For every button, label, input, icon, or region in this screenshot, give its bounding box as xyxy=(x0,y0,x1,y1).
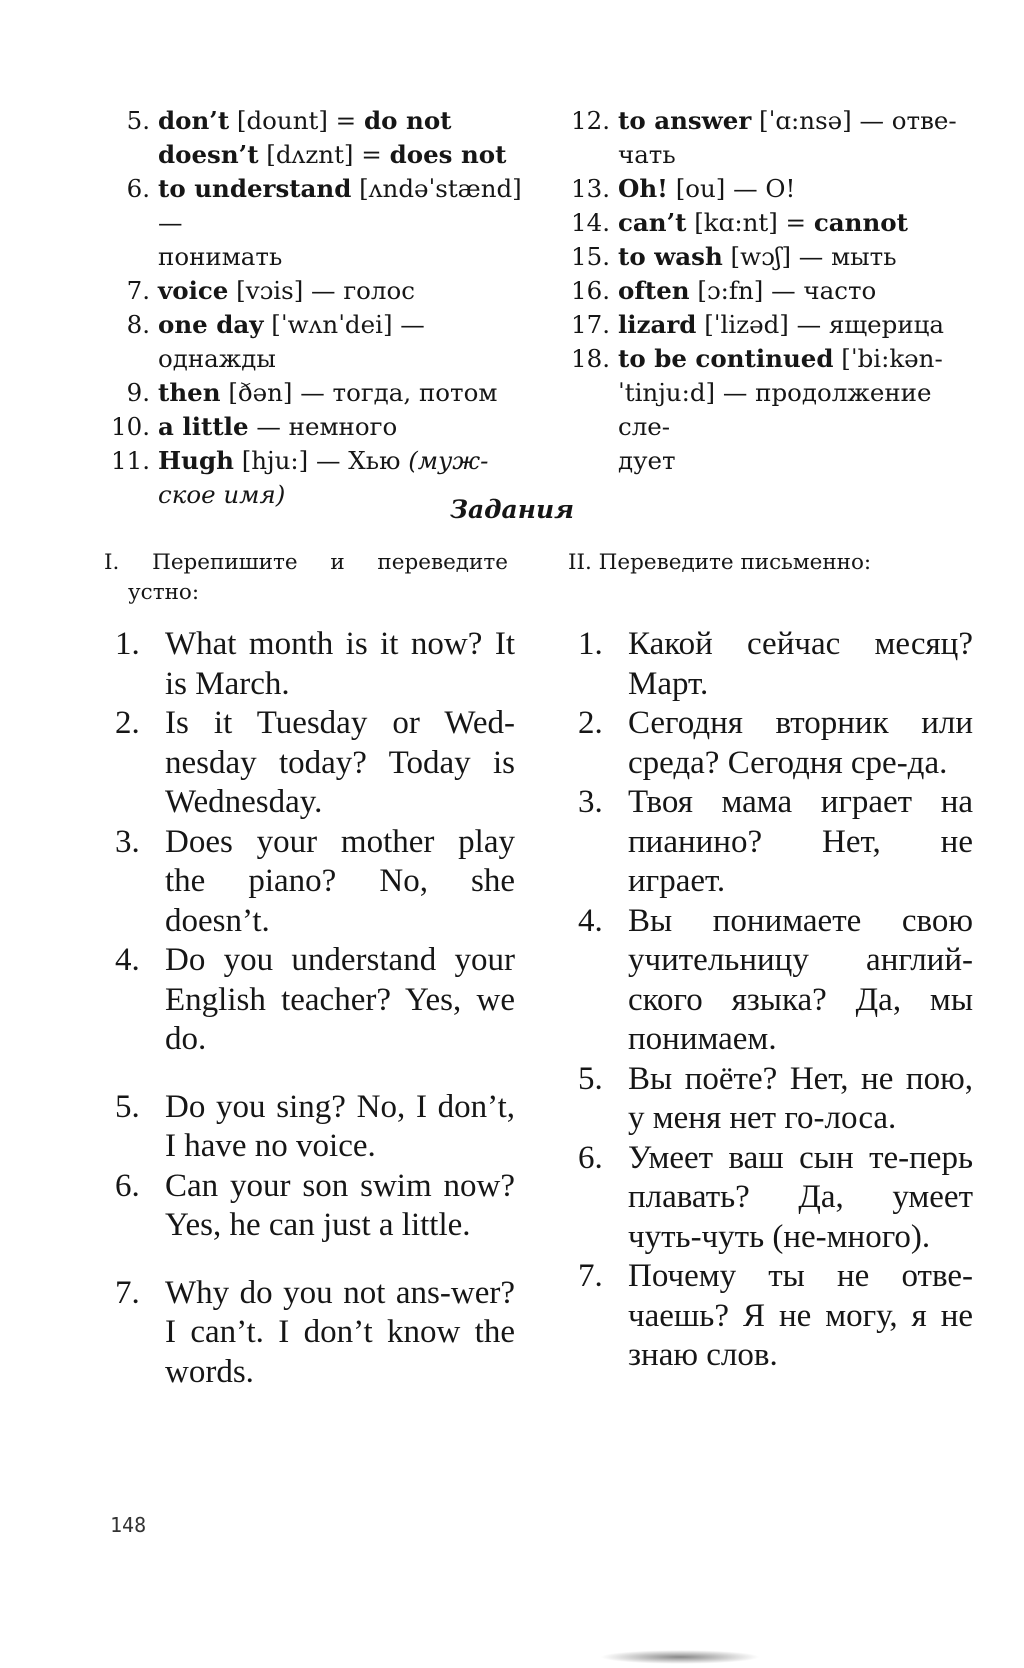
exercise-item xyxy=(578,625,973,704)
exercise-item xyxy=(578,1139,973,1258)
exercise-item-text: Does your mother play the piano? No, she doesn’t. xyxy=(165,823,515,939)
vocabulary-left-column xyxy=(100,104,540,512)
vocab-entry-text: a little — немного xyxy=(158,412,398,441)
exercise-item xyxy=(578,783,973,902)
exercise-item xyxy=(578,1257,973,1376)
vocab-entry-number: 6. xyxy=(126,174,150,203)
exercise-item xyxy=(115,1274,515,1393)
exercise-item-number: 3. xyxy=(578,784,603,820)
english-sentences-column xyxy=(115,625,515,1392)
vocab-entry-text: Hugh [hju:] — Хью (муж- ское имя) xyxy=(158,446,489,509)
exercise-item xyxy=(115,823,515,942)
exercise-item-number: 3. xyxy=(115,823,140,860)
exercise-item xyxy=(115,941,515,1060)
exercise-item xyxy=(115,704,515,823)
exercise-item xyxy=(578,704,973,783)
vocab-entry-text: often [ɔ:fn] — часто xyxy=(618,276,877,305)
vocab-entry-number: 17. xyxy=(571,310,610,339)
exercise-item xyxy=(578,1060,973,1139)
vocab-entry xyxy=(100,308,540,376)
vocab-entry xyxy=(560,308,980,342)
vocab-entry xyxy=(560,172,980,206)
vocab-entry-text: then [ðən] — тогда, потом xyxy=(158,378,498,407)
vocab-entry-text: Oh! [ou] — О! xyxy=(618,174,796,203)
exercise-item-text: Твоя мама играет на пианино? Нет, не играет. xyxy=(628,784,973,899)
task-1-title-line2: устно: xyxy=(128,580,200,605)
exercise-item-number: 1. xyxy=(578,626,603,662)
exercise-item-text: Why do you not ans-wer? I can’t. I don’t know the words. xyxy=(165,1274,515,1390)
exercise-item-text: Сегодня вторник или среда? Сегодня сре-да. xyxy=(628,705,973,781)
exercise-item-number: 2. xyxy=(115,705,140,741)
vocab-entry-number: 10. xyxy=(111,412,150,441)
vocab-entry-text: to be continued [ˈbi:kən- ˈtinju:d] — продолжение сле- дует xyxy=(618,344,943,475)
vocab-entry xyxy=(560,274,980,308)
vocab-entry xyxy=(100,410,540,444)
exercise-item-number: 6. xyxy=(115,1167,140,1204)
exercise-item-text: Почему ты не отве-чаешь? Я не могу, я не знаю слов. xyxy=(628,1258,973,1373)
exercise-item-number: 7. xyxy=(578,1258,603,1294)
exercise-item-number: 5. xyxy=(578,1060,603,1097)
vocab-entry-number: 9. xyxy=(126,378,150,407)
vocab-entry-number: 15. xyxy=(571,242,610,271)
exercise-item-number: 2. xyxy=(578,705,603,741)
vocab-entry xyxy=(560,206,980,240)
exercise-item-number: 4. xyxy=(578,902,603,939)
vocab-entry-number: 18. xyxy=(571,344,610,373)
vocab-entry xyxy=(100,274,540,308)
vocab-entry-number: 14. xyxy=(571,208,610,237)
vocab-entry-text: one day [ˈwʌnˈdei] —однажды xyxy=(158,310,425,373)
vocab-entry-number: 7. xyxy=(126,276,150,305)
vocab-entry xyxy=(560,104,980,172)
vocabulary-right-column xyxy=(560,104,980,478)
exercise-item-number: 1. xyxy=(115,626,140,662)
vocab-entry-number: 12. xyxy=(571,106,610,135)
exercise-item-text: Can your son swim now? Yes, he can just a little. xyxy=(165,1167,515,1243)
exercise-item-text: Какой сейчас месяц? Март. xyxy=(628,626,973,702)
exercise-item-number: 4. xyxy=(115,942,140,978)
task-1-title-line1: I. Перепишите и переведите xyxy=(104,550,508,575)
exercise-item xyxy=(115,625,515,704)
exercise-item-text: Do you sing? No, I don’t, I have no voice. xyxy=(165,1088,515,1164)
exercise-item xyxy=(578,902,973,1060)
exercise-item-text: Вы понимаете свою учительницу англий-ского языка? Да, мы понимаем. xyxy=(628,902,973,1057)
task-1-title xyxy=(104,548,508,608)
exercise-item-number: 5. xyxy=(115,1088,140,1125)
vocab-entry-text: voice [vɔis] — голос xyxy=(158,276,415,305)
vocab-entry-text: can’t [kɑ:nt] = cannot xyxy=(618,208,908,237)
print-smudge xyxy=(600,1650,760,1664)
vocab-entry xyxy=(100,104,540,172)
vocab-entry-number: 13. xyxy=(571,174,610,203)
vocab-entry xyxy=(100,172,540,274)
vocab-entry-text: don’t [dount] = do not doesn’t [dʌznt] = does not xyxy=(158,106,507,169)
section-heading: Задания xyxy=(449,495,575,524)
exercise-item xyxy=(115,1167,515,1246)
exercise-item-number: 6. xyxy=(578,1139,603,1176)
task-2-title: II. Переведите письменно: xyxy=(568,550,872,575)
vocab-entry-number: 16. xyxy=(571,276,610,305)
exercise-item xyxy=(115,1088,515,1167)
vocab-entry-number: 11. xyxy=(111,446,150,475)
vocab-entry-number: 5. xyxy=(126,106,150,135)
russian-sentences-column xyxy=(578,625,973,1376)
vocab-entry-text: lizard [ˈlizəd] — ящерица xyxy=(618,310,945,339)
exercise-item-text: What month is it now? It is March. xyxy=(165,626,515,702)
vocab-entry-text: to wash [wɔʃ] — мыть xyxy=(618,242,897,271)
vocab-entry-text: to understand [ʌndəˈstænd] — понимать xyxy=(158,174,522,271)
vocab-entry xyxy=(100,376,540,410)
vocab-entry xyxy=(560,240,980,274)
vocab-entry-number: 8. xyxy=(126,310,150,339)
exercise-item-text: Умеет ваш сын те-перь плавать? Да, умеет чуть-чуть (не-много). xyxy=(628,1139,973,1255)
exercise-item-text: Is it Tuesday or Wed-nesday today? Today is Wednesday. xyxy=(165,705,515,820)
exercise-item-text: Вы поёте? Нет, не пою, у меня нет го-лоса. xyxy=(628,1060,973,1136)
exercise-item-text: Do you understand your English teacher? Yes, we do. xyxy=(165,942,515,1057)
vocab-entry-text: to answer [ˈɑ:nsə] — отве- чать xyxy=(618,106,957,169)
vocab-entry xyxy=(560,342,980,478)
page-number: 148 xyxy=(110,1513,147,1537)
exercise-item-number: 7. xyxy=(115,1274,140,1311)
